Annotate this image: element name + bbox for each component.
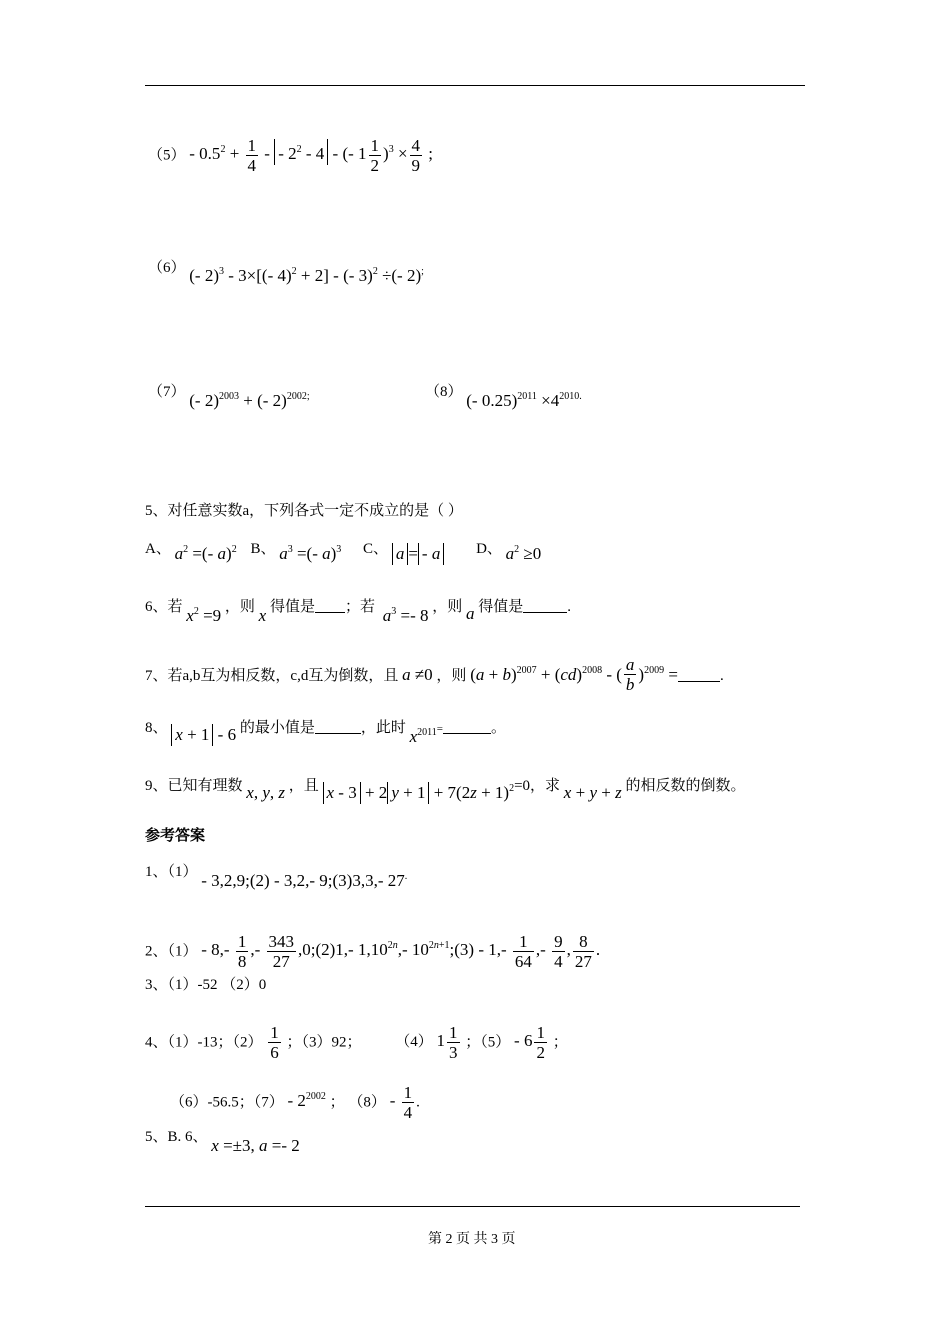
answer-1: 1、（1） - 3,2,9;(2) - 3,2,- 9;(3)3,3,- 27. [145, 864, 408, 890]
answer-blank[interactable] [678, 667, 720, 682]
answer-4-line-1: 4、（1）-13；（2） $\frac{1}{6}$ ；（3）92； （4） 1 $\frac{1}{3}$ ；（5） - 6 $\frac{1}{2}$ ； [145, 1023, 568, 1062]
answer-5-6: 5、B. 6、 x =±3, a =- 2 [145, 1129, 300, 1155]
option-d-expression: $a^2 \ge 0$ [505, 544, 542, 563]
answer-blank[interactable] [523, 598, 567, 613]
footer-rule [145, 1206, 800, 1207]
exercise-5: $(5) - 0.5^2$ + $\frac{1}{4}$ - - $2^2 - 4$ - (- 1 $\frac{1}{2}$ )$^3$ × $\frac{4}{9}$ ; [148, 136, 434, 175]
answer-blank[interactable] [443, 719, 491, 734]
question-5-options: A、 $a^2$ =(- a)$^2$ B、 $a^3$ =(- a)$^3$ C、 a = - a D、 $a^2 \ge 0$ [145, 541, 542, 563]
question-5: 5、对任意实数a，下列各式一定不成立的是（ ） [145, 503, 463, 519]
answer-blank[interactable] [315, 719, 361, 734]
exercise-8: （8） (- $0.25)^{2011} \times 4^{2010.}$ [425, 384, 582, 410]
option-c-expression: a = - a [392, 544, 445, 563]
answer-2: 2、（1） - 8,- $\frac{1}{8}$ ,- $\frac{343}{27}$ ,0;(2)1,- $1,10^{2n},-$ $10^{2n+1};(3) - 1,-$ $\frac{1}{64}$ ,- $\frac{9}{4}$ , $\frac{8}{27}$ . [145, 932, 601, 971]
exercise-6: （6） (- 2)$^3$ - 3×[(- 4)$^2$ + 2] - (- 3)$^2$ ÷(- 2); [148, 260, 424, 285]
question-8: 8、 x + 1 - 6 的最小值是 ，此时 $x^{2011}=$ 。 [145, 720, 507, 746]
page-footer: 第 2 页 共 3 页 [428, 1232, 516, 1247]
answer-3: 3、（1）-52 （2）0 [145, 977, 267, 993]
question-6: 6、若 $x^2 =9$ ，则 x 得值是 ；若 $a^3 =- 8$ ，则 a 得值是 . [145, 599, 572, 625]
option-b-expression: $a^3$ =(- a)$^3$ [279, 544, 342, 563]
exercise-7: （7） (- 2)$^{2003}$ + (- 2)$^{2002;}$ [148, 384, 310, 410]
expression-6: (- 2)$^3$ - 3×[(- 4)$^2$ + 2] - (- 3)$^2$ ÷(- 2); [189, 266, 424, 285]
question-9: 9、已知有理数 x, y, z ，且 x - 3 + 2 $y + 1 + 7(2z + 1)^2=0$，求 x + y + z 的相反数的倒数。 [145, 778, 746, 802]
answer-4-line-2: （6）-56.5；$(7) - 2^{2002}$ ； （8） - $\frac{1}{4}$ . [170, 1083, 420, 1122]
question-7: 7、若a,b互为相反数，c,d互为倒数，且 a ≠0 ，则 $(a + b)^{2007} + (cd)^{2008}$ - ( $\frac{a}{b}$ )$^{2009}$ = . [145, 655, 724, 694]
expression-7: (- 2)$^{2003}$ + (- 2)$^{2002;}$ [189, 391, 310, 410]
option-a-expression: $a^2$ =(- a)$^2$ [174, 544, 237, 563]
answers-heading: 参考答案 [145, 826, 206, 844]
answer-blank[interactable] [315, 598, 345, 613]
header-rule [145, 85, 805, 86]
expression-8: (- $0.25)^{2011} \times 4^{2010.}$ [466, 391, 582, 410]
expression-5: - $0.5^2$ + $\frac{1}{4}$ - - $2^2 - 4$ - (- 1 $\frac{1}{2}$ )$^3$ × $\frac{4}{9}$ ; [189, 136, 434, 175]
